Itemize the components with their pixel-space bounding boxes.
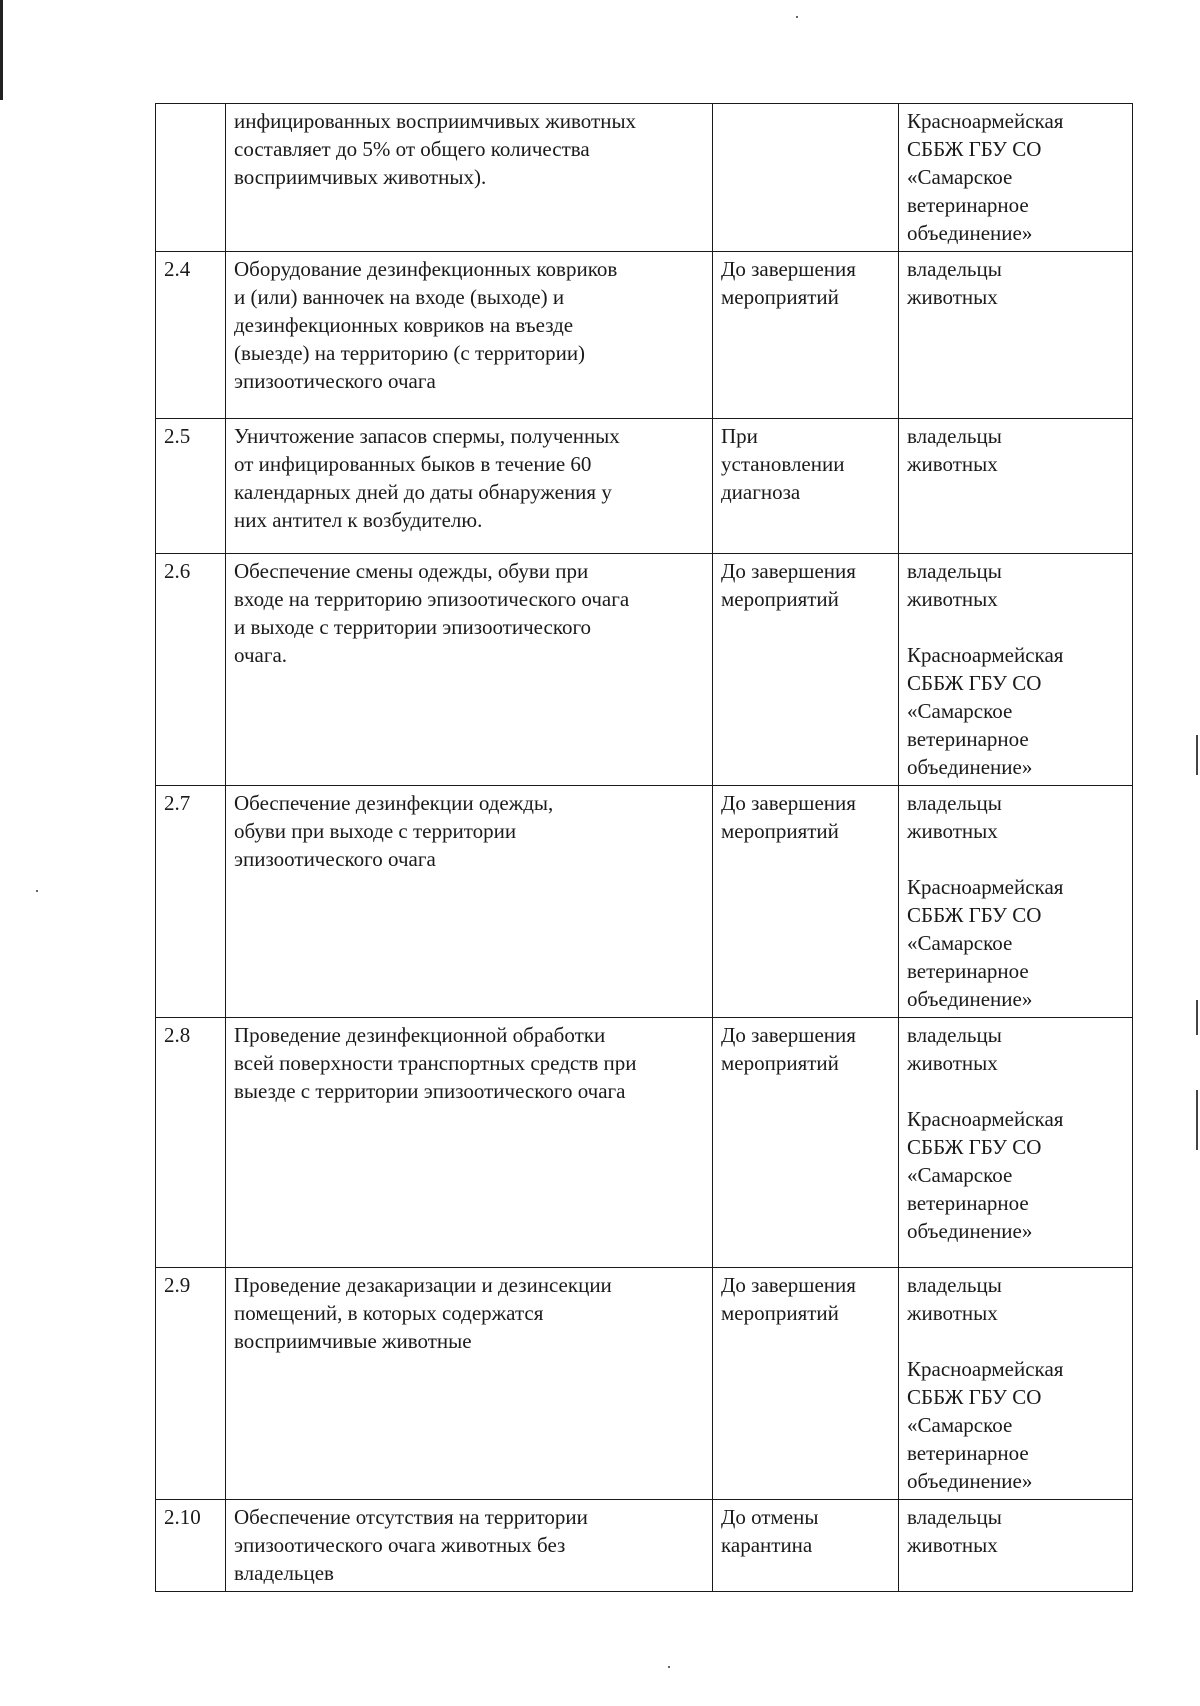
row-number: 2.10	[156, 1500, 226, 1592]
measure-cell: Обеспечение смены одежды, обуви при входе на территорию эпизоотического очага и выходе с территории эпизоотического очага.	[226, 554, 713, 786]
row-number: 2.9	[156, 1268, 226, 1500]
responsible-cell: владельцы животных	[899, 419, 1133, 554]
deadline-cell: До завершения мероприятий	[713, 554, 899, 786]
scan-edge-mark	[1196, 1000, 1198, 1035]
table-row	[156, 1268, 1133, 1500]
deadline-cell: При установлении диагноза	[713, 419, 899, 554]
deadline-cell: До завершения мероприятий	[713, 1018, 899, 1268]
responsible-cell: владельцы животных Красноармейская СББЖ ГБУ СО «Самарское ветеринарное объединение»	[899, 1018, 1133, 1268]
responsible-cell: владельцы животных Красноармейская СББЖ ГБУ СО «Самарское ветеринарное объединение»	[899, 554, 1133, 786]
measure-cell: Обеспечение дезинфекции одежды, обуви при выходе с территории эпизоотического очага	[226, 786, 713, 1018]
row-number: 2.6	[156, 554, 226, 786]
responsible-cell: владельцы животных Красноармейская СББЖ ГБУ СО «Самарское ветеринарное объединение»	[899, 1268, 1133, 1500]
measure-cell: Обеспечение отсутствия на территории эпизоотического очага животных без владельцев	[226, 1500, 713, 1592]
table-row	[156, 786, 1133, 1018]
measures-table	[155, 103, 1133, 1592]
measure-cell: Оборудование дезинфекционных ковриков и (или) ванночек на входе (выходе) и дезинфекционных ковриков на въезде (выезде) на территорию (с территории) эпизоотического очага	[226, 252, 713, 419]
measure-cell: Уничтожение запасов спермы, полученных от инфицированных быков в течение 60 календарных дней до даты обнаружения у них антител к возбудителю.	[226, 419, 713, 554]
measure-cell: Проведение дезакаризации и дезинсекции помещений, в которых содержатся восприимчивые животные	[226, 1268, 713, 1500]
responsible-cell: владельцы животных	[899, 252, 1133, 419]
responsible-cell: владельцы животных Красноармейская СББЖ ГБУ СО «Самарское ветеринарное объединение»	[899, 786, 1133, 1018]
scan-speck	[796, 16, 798, 18]
row-number: 2.5	[156, 419, 226, 554]
table-row	[156, 419, 1133, 554]
deadline-cell: До завершения мероприятий	[713, 252, 899, 419]
measure-cell: Проведение дезинфекционной обработки всей поверхности транспортных средств при выезде с территории эпизоотического очага	[226, 1018, 713, 1268]
deadline-cell: До завершения мероприятий	[713, 786, 899, 1018]
table-row	[156, 252, 1133, 419]
responsible-cell: владельцы животных	[899, 1500, 1133, 1592]
deadline-cell	[713, 104, 899, 252]
responsible-cell: Красноармейская СББЖ ГБУ СО «Самарское ветеринарное объединение»	[899, 104, 1133, 252]
row-number	[156, 104, 226, 252]
scan-speck	[668, 1666, 670, 1668]
table-row	[156, 1500, 1133, 1592]
row-number: 2.8	[156, 1018, 226, 1268]
row-number: 2.4	[156, 252, 226, 419]
measure-cell: инфицированных восприимчивых животных составляет до 5% от общего количества восприимчивых животных).	[226, 104, 713, 252]
table-row	[156, 1018, 1133, 1268]
scan-edge-mark	[1196, 735, 1198, 775]
deadline-cell: До отмены карантина	[713, 1500, 899, 1592]
row-number: 2.7	[156, 786, 226, 1018]
scan-edge-mark	[0, 0, 3, 100]
deadline-cell: До завершения мероприятий	[713, 1268, 899, 1500]
scan-edge-mark	[1196, 1090, 1198, 1150]
table-row	[156, 104, 1133, 252]
scan-speck	[36, 890, 38, 892]
table-row	[156, 554, 1133, 786]
